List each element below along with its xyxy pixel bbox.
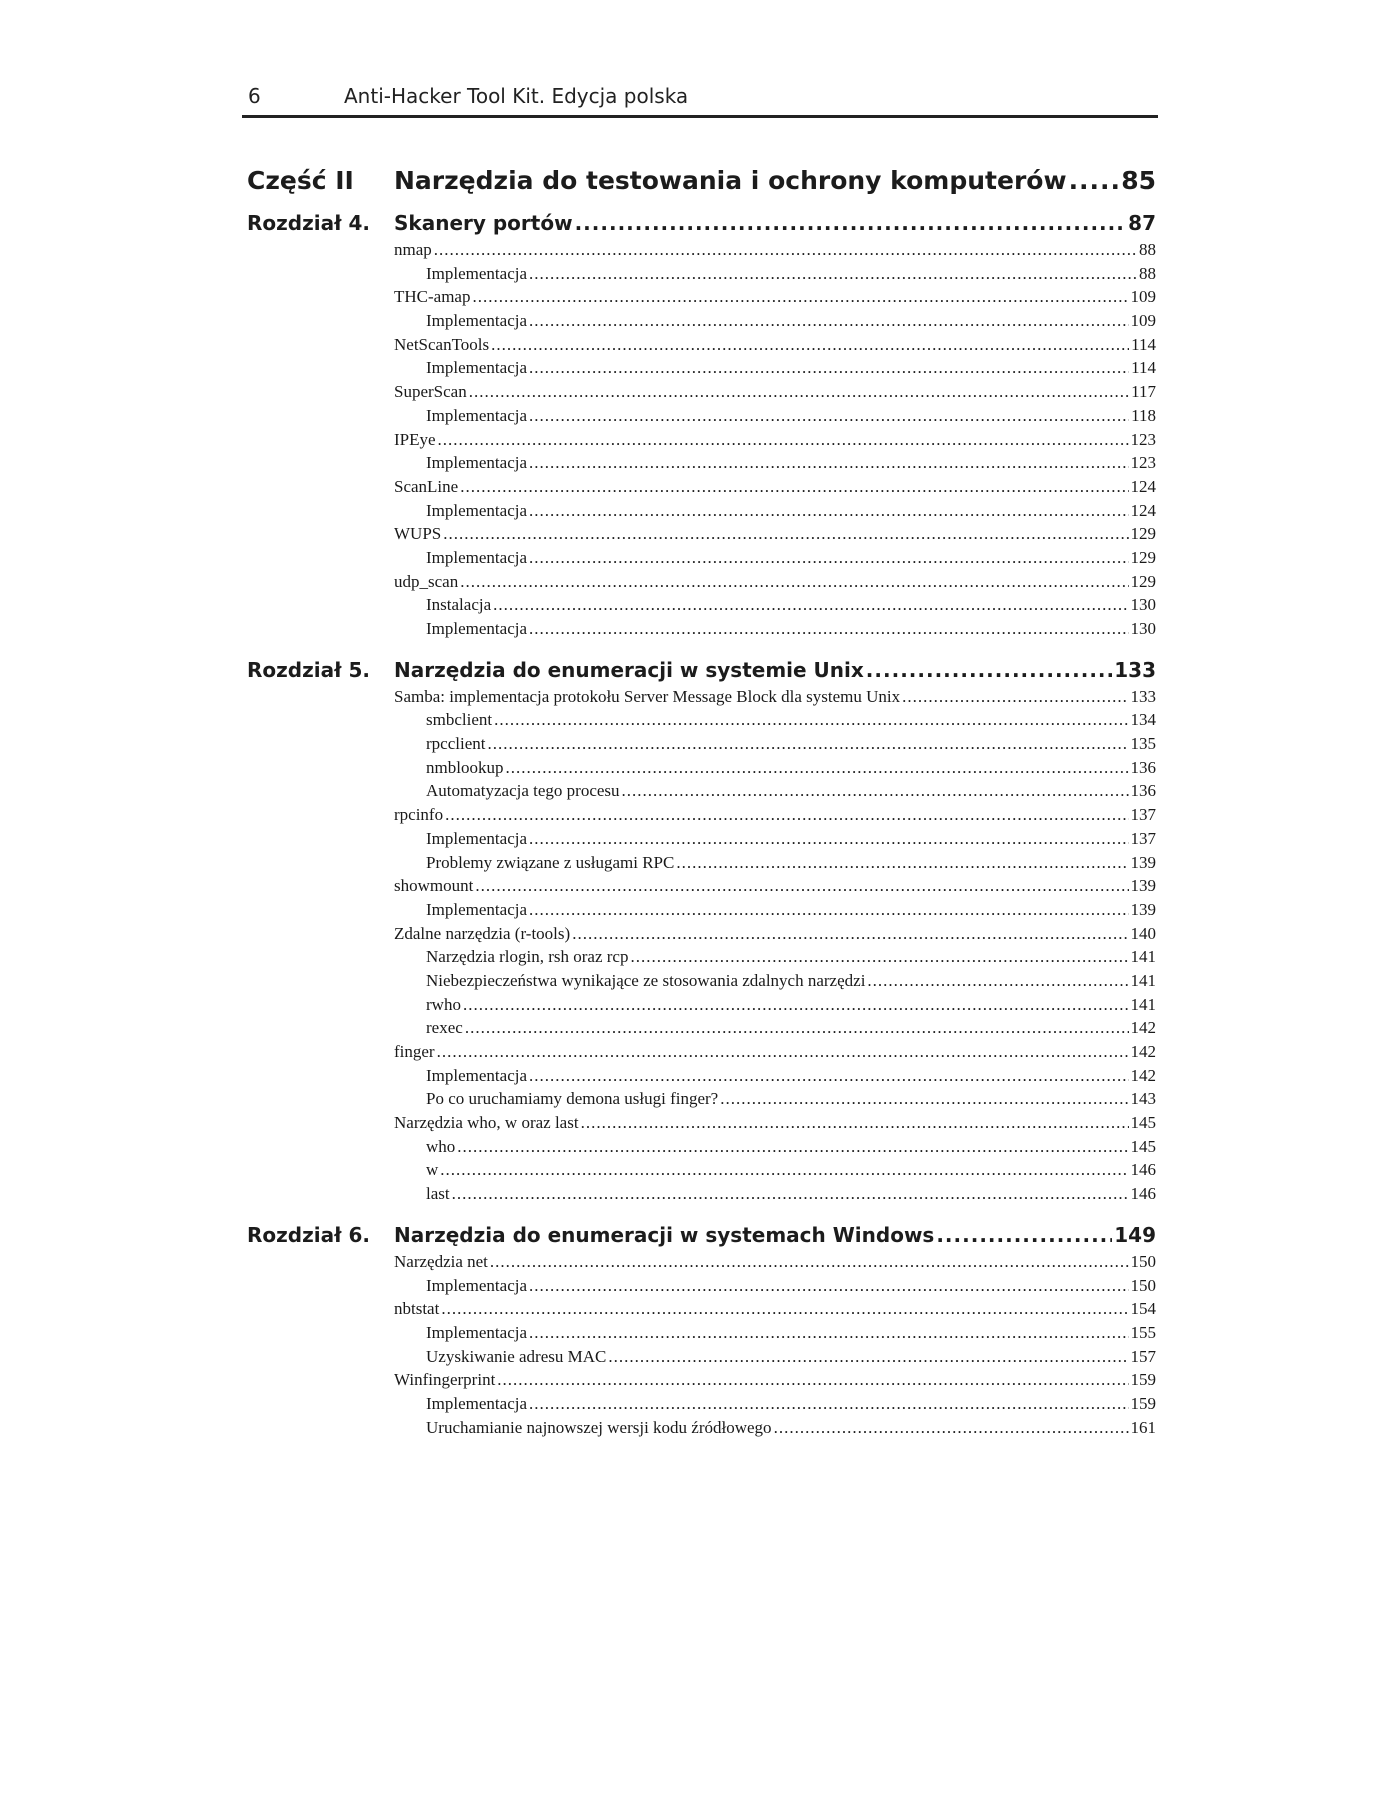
dot-leader bbox=[529, 548, 1128, 568]
running-header bbox=[248, 84, 1158, 114]
entry-title: Implementacja bbox=[426, 358, 528, 378]
entry-title: Uruchamianie najnowszej wersji kodu źródłowego bbox=[426, 1417, 772, 1437]
chapter-block bbox=[0, 1220, 1400, 1442]
dot-leader bbox=[572, 924, 1128, 944]
entry-page: 124 bbox=[1130, 476, 1156, 496]
dot-leader bbox=[529, 1276, 1128, 1296]
toc-entry bbox=[426, 311, 1156, 335]
dot-leader bbox=[529, 453, 1128, 473]
entry-page: 141 bbox=[1130, 970, 1156, 990]
entry-title: Implementacja bbox=[426, 500, 528, 520]
dot-leader bbox=[529, 264, 1137, 284]
dot-leader bbox=[491, 335, 1129, 355]
toc-entry bbox=[426, 853, 1156, 877]
toc-entry bbox=[394, 572, 1156, 596]
dot-leader bbox=[529, 619, 1128, 639]
chapter-title: Narzędzia do enumeracji w systemie Unix bbox=[394, 657, 864, 682]
dot-leader bbox=[529, 900, 1128, 920]
entry-page: 140 bbox=[1130, 923, 1156, 943]
entry-page: 114 bbox=[1131, 358, 1156, 378]
dot-leader bbox=[437, 1042, 1129, 1062]
entry-title: Uzyskiwanie adresu MAC bbox=[426, 1346, 607, 1366]
entry-page: 145 bbox=[1130, 1113, 1156, 1133]
toc-entry bbox=[426, 1160, 1156, 1184]
entry-title: smbclient bbox=[426, 710, 493, 730]
dot-leader bbox=[867, 971, 1128, 991]
toc-entry bbox=[426, 971, 1156, 995]
toc-entry bbox=[426, 595, 1156, 619]
entry-page: 114 bbox=[1131, 334, 1156, 354]
dot-leader bbox=[463, 995, 1129, 1015]
toc-entry bbox=[394, 430, 1156, 454]
entry-title: IPEye bbox=[394, 429, 436, 449]
dot-leader bbox=[505, 758, 1128, 778]
toc-entry bbox=[426, 1394, 1156, 1418]
dot-leader bbox=[487, 734, 1128, 754]
dot-leader bbox=[472, 287, 1128, 307]
entry-page: 141 bbox=[1130, 947, 1156, 967]
entry-page: 117 bbox=[1131, 382, 1156, 402]
chapter-label: Rozdział 6. bbox=[247, 1222, 370, 1247]
entry-title: Implementacja bbox=[426, 1065, 528, 1085]
part-heading bbox=[0, 158, 1400, 202]
chapter-entries bbox=[0, 687, 1400, 1208]
entry-title: ScanLine bbox=[394, 476, 459, 496]
dot-leader bbox=[936, 1223, 1112, 1247]
toc-entry bbox=[426, 548, 1156, 572]
chapter-title: Skanery portów bbox=[394, 211, 573, 235]
entry-title: nmap bbox=[394, 240, 432, 259]
dot-leader bbox=[438, 430, 1129, 450]
dot-leader bbox=[494, 710, 1128, 730]
entry-title: w bbox=[426, 1160, 439, 1180]
toc-entry bbox=[426, 1276, 1156, 1300]
entry-title: Instalacja bbox=[426, 595, 492, 615]
entry-page: 159 bbox=[1130, 1393, 1156, 1413]
dot-leader bbox=[493, 595, 1128, 615]
toc-entry bbox=[426, 710, 1156, 734]
toc-entry bbox=[426, 758, 1156, 782]
dot-leader bbox=[460, 477, 1128, 497]
entry-page: 146 bbox=[1130, 1184, 1156, 1204]
toc-entry bbox=[426, 1323, 1156, 1347]
entry-page: 88 bbox=[1139, 240, 1156, 259]
entry-title: Automatyzacja tego procesu bbox=[426, 781, 620, 801]
entry-page: 150 bbox=[1130, 1275, 1156, 1295]
toc-entry bbox=[426, 1089, 1156, 1113]
toc-entry bbox=[426, 829, 1156, 853]
toc-entry bbox=[394, 287, 1156, 311]
entry-title: rexec bbox=[426, 1018, 463, 1038]
entry-page: 146 bbox=[1130, 1160, 1156, 1180]
entry-title: rwho bbox=[426, 994, 461, 1014]
entry-page: 130 bbox=[1130, 619, 1156, 638]
chapter-label: Rozdział 4. bbox=[247, 211, 370, 235]
entry-title: Narzędzia rlogin, rsh oraz rcp bbox=[426, 947, 629, 967]
dot-leader bbox=[575, 211, 1127, 235]
toc-entry bbox=[394, 924, 1156, 948]
chapter-title: Narzędzia do enumeracji w systemach Windows bbox=[394, 1222, 935, 1247]
chapter-entries bbox=[0, 240, 1400, 643]
dot-leader bbox=[720, 1089, 1128, 1109]
entry-title: Implementacja bbox=[426, 619, 528, 638]
toc-entry bbox=[426, 501, 1156, 525]
entry-page: 150 bbox=[1130, 1251, 1156, 1271]
toc-entry bbox=[394, 524, 1156, 548]
toc-entry bbox=[394, 1252, 1156, 1276]
toc-entry bbox=[426, 406, 1156, 430]
entry-page: 123 bbox=[1130, 429, 1156, 449]
toc-entry bbox=[394, 382, 1156, 406]
dot-leader bbox=[1069, 166, 1120, 195]
entry-title: THC-amap bbox=[394, 287, 471, 307]
entry-page: 135 bbox=[1130, 734, 1156, 754]
dot-leader bbox=[440, 1160, 1128, 1180]
entry-page: 139 bbox=[1130, 899, 1156, 919]
entry-page: 134 bbox=[1130, 710, 1156, 730]
part-page: 85 bbox=[1121, 166, 1156, 195]
dot-leader bbox=[452, 1184, 1129, 1204]
entry-title: Niebezpieczeństwa wynikające ze stosowania zdalnych narzędzi bbox=[426, 970, 866, 990]
entry-page: 109 bbox=[1130, 287, 1156, 307]
entry-title: rpcclient bbox=[426, 734, 486, 754]
entry-page: 142 bbox=[1130, 1018, 1156, 1038]
dot-leader bbox=[622, 781, 1129, 801]
entry-page: 88 bbox=[1139, 263, 1156, 283]
dot-leader bbox=[774, 1418, 1129, 1438]
toc-entry bbox=[426, 264, 1156, 288]
entry-title: Winfingerprint bbox=[394, 1370, 496, 1390]
entry-title: Implementacja bbox=[426, 547, 528, 567]
entry-page: 155 bbox=[1130, 1322, 1156, 1342]
entry-title: Implementacja bbox=[426, 1393, 528, 1413]
entry-page: 154 bbox=[1130, 1299, 1156, 1319]
dot-leader bbox=[445, 805, 1128, 825]
entry-title: Implementacja bbox=[426, 899, 528, 919]
dot-leader bbox=[676, 853, 1128, 873]
entry-page: 118 bbox=[1131, 405, 1156, 425]
chapter-entry bbox=[394, 211, 1156, 235]
entry-title: Implementacja bbox=[426, 828, 528, 848]
entry-title: Implementacja bbox=[426, 1322, 528, 1342]
toc-entry bbox=[426, 1137, 1156, 1161]
toc-entry bbox=[426, 781, 1156, 805]
dot-leader bbox=[608, 1347, 1128, 1367]
toc-entry bbox=[426, 1347, 1156, 1371]
chapter-heading bbox=[0, 655, 1400, 687]
entry-page: 143 bbox=[1130, 1089, 1156, 1109]
dot-leader bbox=[902, 687, 1128, 707]
entry-title: Po co uruchamiamy demona usługi finger? bbox=[426, 1089, 719, 1109]
toc-entry bbox=[394, 805, 1156, 829]
entry-page: 159 bbox=[1130, 1370, 1156, 1390]
toc-entry bbox=[426, 995, 1156, 1019]
toc-entry bbox=[394, 1113, 1156, 1137]
toc-entry bbox=[426, 358, 1156, 382]
entry-page: 145 bbox=[1130, 1136, 1156, 1156]
dot-leader bbox=[465, 1018, 1129, 1038]
dot-leader bbox=[529, 1394, 1128, 1414]
dot-leader bbox=[443, 524, 1128, 544]
dot-leader bbox=[630, 947, 1128, 967]
entry-title: SuperScan bbox=[394, 382, 467, 402]
entry-title: Problemy związane z usługami RPC bbox=[426, 852, 675, 872]
entry-title: showmount bbox=[394, 876, 474, 896]
chapter-entry bbox=[394, 1223, 1156, 1247]
entry-title: rpcinfo bbox=[394, 805, 444, 825]
dot-leader bbox=[529, 311, 1128, 331]
table-of-contents bbox=[0, 158, 1400, 1453]
dot-leader bbox=[529, 829, 1128, 849]
dot-leader bbox=[529, 1066, 1128, 1086]
part-title: Narzędzia do testowania i ochrony komputerów bbox=[394, 166, 1067, 195]
chapter-page: 149 bbox=[1114, 1222, 1156, 1247]
toc-entry bbox=[426, 947, 1156, 971]
toc-entry bbox=[426, 734, 1156, 758]
page-number: 6 bbox=[248, 84, 261, 108]
dot-leader bbox=[457, 1137, 1128, 1157]
dot-leader bbox=[434, 240, 1137, 260]
dot-leader bbox=[490, 1252, 1129, 1272]
entry-page: 137 bbox=[1130, 805, 1156, 825]
dot-leader bbox=[460, 572, 1128, 592]
chapter-page: 87 bbox=[1128, 211, 1156, 235]
entry-page: 124 bbox=[1130, 500, 1156, 520]
entry-title: nbtstat bbox=[394, 1299, 440, 1319]
entry-page: 139 bbox=[1130, 876, 1156, 896]
entry-title: Implementacja bbox=[426, 311, 528, 331]
chapter-label: Rozdział 5. bbox=[247, 657, 370, 682]
entry-page: 137 bbox=[1130, 828, 1156, 848]
toc-entry bbox=[426, 1418, 1156, 1442]
chapter-block bbox=[0, 655, 1400, 1208]
entry-title: Implementacja bbox=[426, 405, 528, 425]
chapter-page: 133 bbox=[1114, 657, 1156, 682]
dot-leader bbox=[529, 358, 1129, 378]
part-entry bbox=[394, 166, 1156, 195]
chapter-entries bbox=[0, 1252, 1400, 1442]
entry-page: 123 bbox=[1130, 453, 1156, 473]
toc-entry bbox=[394, 477, 1156, 501]
toc-entry bbox=[394, 1370, 1156, 1394]
entry-page: 129 bbox=[1130, 524, 1156, 544]
entry-page: 136 bbox=[1130, 757, 1156, 777]
entry-page: 142 bbox=[1130, 1042, 1156, 1061]
entry-title: who bbox=[426, 1136, 456, 1156]
entry-page: 129 bbox=[1130, 571, 1156, 591]
chapter-entry bbox=[394, 658, 1156, 682]
toc-entry bbox=[426, 453, 1156, 477]
toc-entry bbox=[426, 1184, 1156, 1208]
entry-page: 161 bbox=[1130, 1417, 1156, 1437]
entry-title: Implementacja bbox=[426, 263, 528, 283]
toc-entry bbox=[394, 240, 1156, 264]
entry-page: 130 bbox=[1130, 595, 1156, 615]
dot-leader bbox=[441, 1299, 1128, 1319]
dot-leader bbox=[475, 876, 1128, 896]
book-title: Anti-Hacker Tool Kit. Edycja polska bbox=[344, 84, 689, 108]
toc-entry bbox=[426, 1018, 1156, 1042]
entry-title: WUPS bbox=[394, 524, 442, 544]
entry-title: nmblookup bbox=[426, 757, 504, 777]
entry-page: 157 bbox=[1130, 1346, 1156, 1366]
toc-entry bbox=[394, 1299, 1156, 1323]
entry-page: 136 bbox=[1130, 781, 1156, 801]
toc-entry bbox=[394, 335, 1156, 359]
entry-title: Implementacja bbox=[426, 453, 528, 473]
chapter-heading bbox=[0, 1220, 1400, 1252]
entry-title: udp_scan bbox=[394, 571, 459, 591]
entry-title: Samba: implementacja protokołu Server Message Block dla systemu Unix bbox=[394, 686, 901, 706]
dot-leader bbox=[469, 382, 1129, 402]
entry-page: 109 bbox=[1130, 311, 1156, 331]
entry-page: 142 bbox=[1130, 1065, 1156, 1085]
toc-entry bbox=[426, 1066, 1156, 1090]
entry-title: Narzędzia who, w oraz last bbox=[394, 1113, 579, 1133]
entry-title: last bbox=[426, 1184, 450, 1204]
entry-title: Zdalne narzędzia (r-tools) bbox=[394, 923, 571, 943]
toc-entry bbox=[394, 876, 1156, 900]
entry-title: Implementacja bbox=[426, 1275, 528, 1295]
entry-title: Narzędzia net bbox=[394, 1251, 488, 1271]
entry-page: 129 bbox=[1130, 547, 1156, 567]
entry-title: finger bbox=[394, 1042, 435, 1061]
entry-page: 141 bbox=[1130, 994, 1156, 1014]
dot-leader bbox=[529, 501, 1128, 521]
header-rule bbox=[242, 115, 1158, 118]
dot-leader bbox=[529, 406, 1129, 426]
toc-entry bbox=[394, 687, 1156, 711]
part-label: Część II bbox=[247, 166, 354, 195]
toc-entry bbox=[426, 619, 1156, 643]
dot-leader bbox=[529, 1323, 1128, 1343]
dot-leader bbox=[866, 658, 1112, 682]
dot-leader bbox=[581, 1113, 1129, 1133]
chapter-heading bbox=[0, 208, 1400, 240]
toc-entry bbox=[426, 900, 1156, 924]
dot-leader bbox=[497, 1370, 1128, 1390]
entry-page: 139 bbox=[1130, 852, 1156, 872]
chapter-block bbox=[0, 208, 1400, 643]
toc-entry bbox=[394, 1042, 1156, 1066]
entry-page: 133 bbox=[1130, 686, 1156, 706]
entry-title: NetScanTools bbox=[394, 334, 490, 354]
